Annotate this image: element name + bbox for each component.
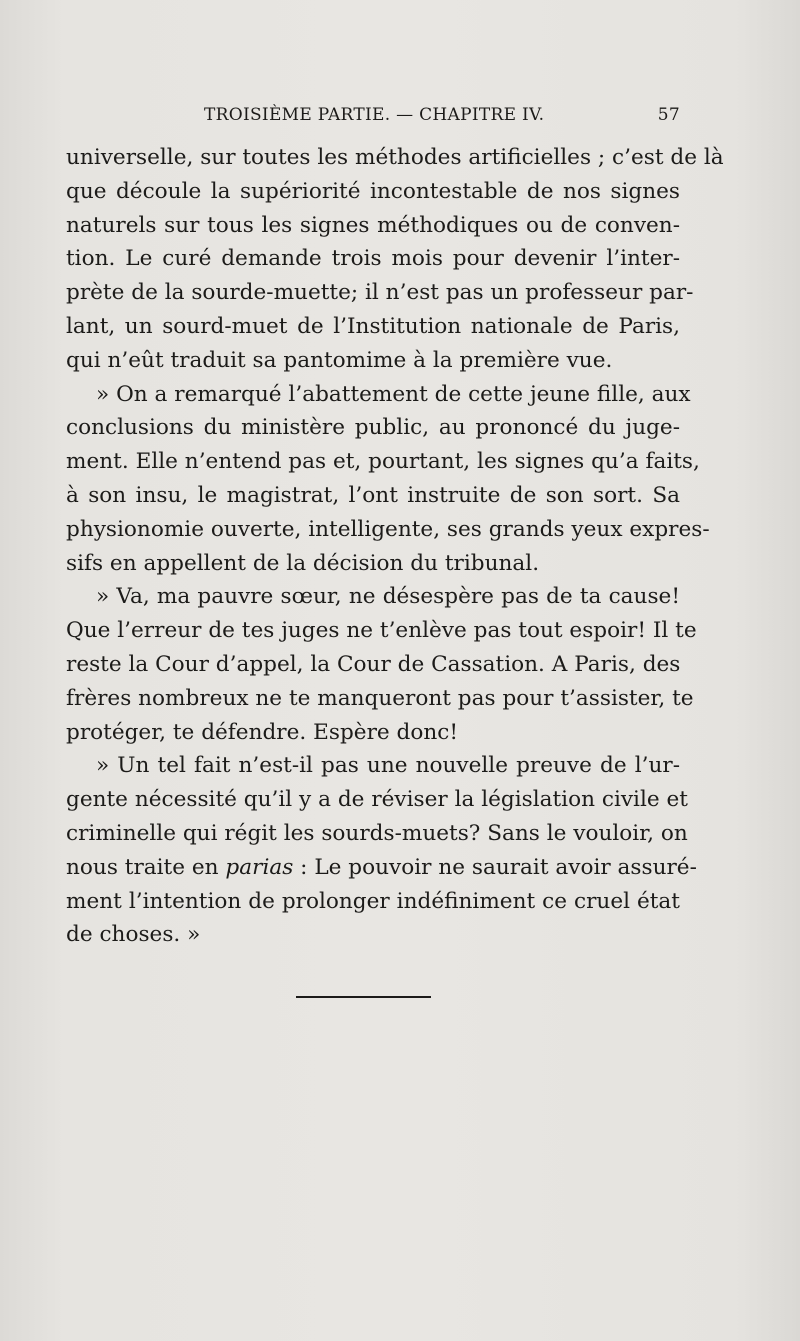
text-line: criminelle qui régit les sourds-muets? Sans le vouloir, on bbox=[66, 820, 688, 846]
text-line: ment l’intention de prolonger indéfiniment ce cruel état bbox=[66, 888, 680, 914]
text-line-mixed bbox=[66, 851, 697, 885]
text-line: à son insu, le magistrat, l’ont instruite de son sort. Sa bbox=[66, 482, 680, 508]
text-line: » Un tel fait n’est-il pas une nouvelle preuve de l’ur- bbox=[96, 753, 680, 779]
text-line: ment. Elle n’entend pas et, pourtant, les signes qu’a faits, bbox=[66, 449, 700, 475]
text-line: conclusions du ministère public, au prononcé du juge- bbox=[66, 415, 680, 441]
text-line: protéger, te défendre. Espère donc! bbox=[66, 719, 459, 745]
text-line: Que l’erreur de tes juges ne t’enlève pas tout espoir! Il te bbox=[66, 618, 697, 644]
italic-word: parias bbox=[225, 854, 294, 880]
text-segment: : Le pouvoir ne saurait avoir assuré- bbox=[293, 854, 697, 880]
text-line: physionomie ouverte, intelligente, ses grands yeux expres- bbox=[66, 516, 710, 542]
page-number: 57 bbox=[657, 105, 680, 125]
text-line: que découle la supériorité incontestable de nos signes bbox=[66, 178, 680, 204]
text-line: tion. Le curé demande trois mois pour devenir l’inter- bbox=[66, 246, 680, 272]
text-line: lant, un sourd-muet de l’Institution nationale de Paris, bbox=[66, 313, 680, 339]
section-end-rule bbox=[296, 996, 431, 998]
text-line: » On a remarqué l’abattement de cette jeune fille, aux bbox=[96, 381, 691, 407]
text-line: naturels sur tous les signes méthodiques ou de conven- bbox=[66, 212, 680, 238]
text-line: frères nombreux ne te manqueront pas pour t’assister, te bbox=[66, 685, 694, 711]
text-line: reste la Cour d’appel, la Cour de Cassation. A Paris, des bbox=[66, 651, 681, 677]
text-line: qui n’eût traduit sa pantomime à la première vue. bbox=[66, 347, 613, 373]
text-segment: nous traite en bbox=[66, 854, 226, 880]
text-line: universelle, sur toutes les méthodes artificielles ; c’est de là bbox=[66, 145, 724, 170]
running-title: TROISIÈME PARTIE. — CHAPITRE IV. bbox=[204, 105, 545, 125]
body-text bbox=[66, 141, 724, 952]
text-line: sifs en appellent de la décision du tribunal. bbox=[66, 550, 540, 576]
text-line: prète de la sourde-muette; il n’est pas un professeur par- bbox=[66, 280, 694, 306]
text-line: gente nécessité qu’il y a de réviser la législation civile et bbox=[66, 787, 688, 813]
text-line: » Va, ma pauvre sœur, ne désespère pas de ta cause! bbox=[96, 584, 680, 610]
text-line: de choses. » bbox=[66, 922, 201, 948]
page-header bbox=[66, 103, 680, 133]
